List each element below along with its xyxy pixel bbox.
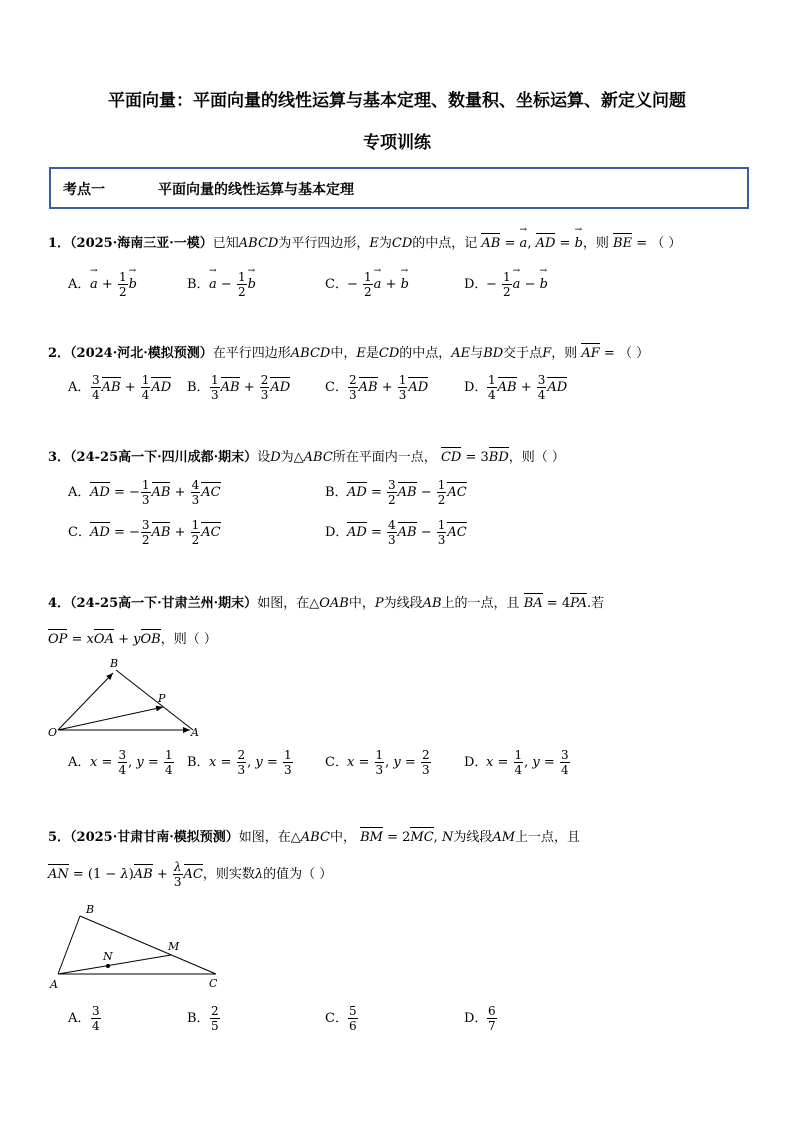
option-b[interactable]: B．AD = $\frac{3}{2}$ AB − $\frac{1}{2}$ AC: [325, 478, 467, 507]
option-c[interactable]: C．− $\frac{1}{2}$ → a + → b: [325, 270, 409, 299]
question-4-source: （24-25高一下·甘肃兰州·期末）: [70, 596, 258, 611]
label-a: A: [50, 978, 58, 991]
question-4-line2: OP = xOA + yOB，则（ ）: [48, 632, 217, 647]
option-c[interactable]: C．x = $\frac{1}{3}$ , y = $\frac{2}{3}$: [325, 748, 430, 777]
option-c[interactable]: C． $\frac{2}{3}$ AB + $\frac{1}{3}$ AD: [325, 373, 429, 402]
question-5-line2: AN = (1 − λ)AB + $\frac{\lambda}{3}$ AC，则实数λ的值为（ ）: [48, 860, 333, 889]
option-c[interactable]: C． $\frac{5}{6}$: [325, 1004, 357, 1033]
vector-af: AF: [581, 346, 600, 361]
option-d[interactable]: D． $\frac{1}{4}$ AB + $\frac{3}{4}$ AD: [464, 373, 568, 402]
vector-expr: OP = xOA + yOB: [48, 632, 161, 647]
option-a[interactable]: A．→ a + $\frac{1}{2}$ → b: [68, 270, 137, 299]
question-5-source: （2025·甘肃甘南·模拟预测）: [70, 830, 239, 845]
option-c[interactable]: C．AD = − $\frac{3}{2}$ AB + $\frac{1}{2}$ AC: [68, 518, 221, 547]
option-b[interactable]: B． $\frac{1}{3}$ AB + $\frac{2}{3}$ AD: [187, 373, 291, 402]
section-label: 考点一: [63, 182, 105, 198]
question-2-source: （2024·河北·模拟预测）: [70, 346, 213, 361]
page-subtitle: 专项训练: [363, 133, 431, 153]
label-p: P: [158, 692, 166, 705]
point-n: [106, 964, 110, 968]
question-1-source: （2025·海南三亚·一模）: [70, 236, 213, 251]
option-b[interactable]: B．x = $\frac{2}{3}$ , y = $\frac{1}{3}$: [187, 748, 292, 777]
option-a[interactable]: A． $\frac{3}{4}$ AB + $\frac{1}{4}$ AD: [68, 373, 172, 402]
option-a[interactable]: A． $\frac{3}{4}$: [68, 1004, 100, 1033]
segment-am: [58, 955, 171, 974]
label-b: B: [110, 657, 119, 670]
section-box: [49, 167, 749, 209]
option-b[interactable]: B． $\frac{2}{5}$: [187, 1004, 219, 1033]
option-d[interactable]: D．− $\frac{1}{2}$ → a − → b: [464, 270, 548, 299]
label-b: B: [86, 903, 95, 916]
label-n: N: [103, 950, 113, 963]
label-a: A: [191, 726, 199, 739]
vector-expr: BM = 2MC, N: [360, 830, 454, 845]
question-4: 4．（24-25高一下·甘肃兰州·期末）如图，在△OAB中，P为线段AB上的一点，且 BA = 4PA.若: [48, 596, 605, 611]
label-m: M: [168, 940, 180, 953]
page-title: 平面向量：平面向量的线性运算与基本定理、数量积、坐标运算、新定义问题: [108, 91, 686, 111]
question-1: 1．（2025·海南三亚·一模）已知ABCD为平行四边形，E为CD的中点，记 AB = → a, AD = → b，则 BE = （ ）: [48, 232, 681, 251]
option-b[interactable]: B．→ a − $\frac{1}{2}$ → b: [187, 270, 256, 299]
label-o: O: [48, 726, 58, 739]
question-4-figure: [44, 652, 204, 742]
vector-expr: AN = (1 − λ)AB + $\frac{\lambda}{3}$ AC: [48, 860, 203, 889]
vector-expr: AB = → a, AD = → b: [481, 236, 582, 251]
segment-ba: [116, 670, 193, 730]
segment-ab: [58, 916, 80, 974]
vector-ob: [58, 673, 113, 730]
vector-expr: CD = 3BD: [440, 450, 509, 465]
option-d[interactable]: D． $\frac{6}{7}$: [464, 1004, 496, 1033]
option-d[interactable]: D．x = $\frac{1}{4}$ , y = $\frac{3}{4}$: [464, 748, 569, 777]
vector-op: [58, 707, 163, 730]
vector-expr: BA = 4PA: [523, 596, 588, 611]
option-a[interactable]: A．AD = − $\frac{1}{3}$ AB + $\frac{4}{3}$ AC: [68, 478, 221, 507]
question-5-figure: [44, 900, 234, 995]
question-5: 5．（2025·甘肃甘南·模拟预测）如图，在△ABC中， BM = 2MC, N为线段AM上一点，且: [48, 830, 581, 845]
option-a[interactable]: A．x = $\frac{3}{4}$ , y = $\frac{1}{4}$: [68, 748, 173, 777]
segment-bc: [80, 916, 216, 974]
question-3: 3．（24-25高一下·四川成都·期末）设D为△ABC所在平面内一点， CD = 3BD，则（ ）: [48, 450, 565, 465]
option-d[interactable]: D．AD = $\frac{4}{3}$ AB − $\frac{1}{3}$ AC: [325, 518, 467, 547]
vector-be: BE: [613, 236, 633, 251]
section-title: 平面向量的线性运算与基本定理: [158, 182, 354, 198]
question-2: 2．（2024·河北·模拟预测）在平行四边形ABCD中，E是CD的中点，AE与BD交于点F，则 AF = （ ）: [48, 346, 650, 361]
label-c: C: [209, 977, 218, 990]
question-3-source: （24-25高一下·四川成都·期末）: [70, 450, 258, 465]
